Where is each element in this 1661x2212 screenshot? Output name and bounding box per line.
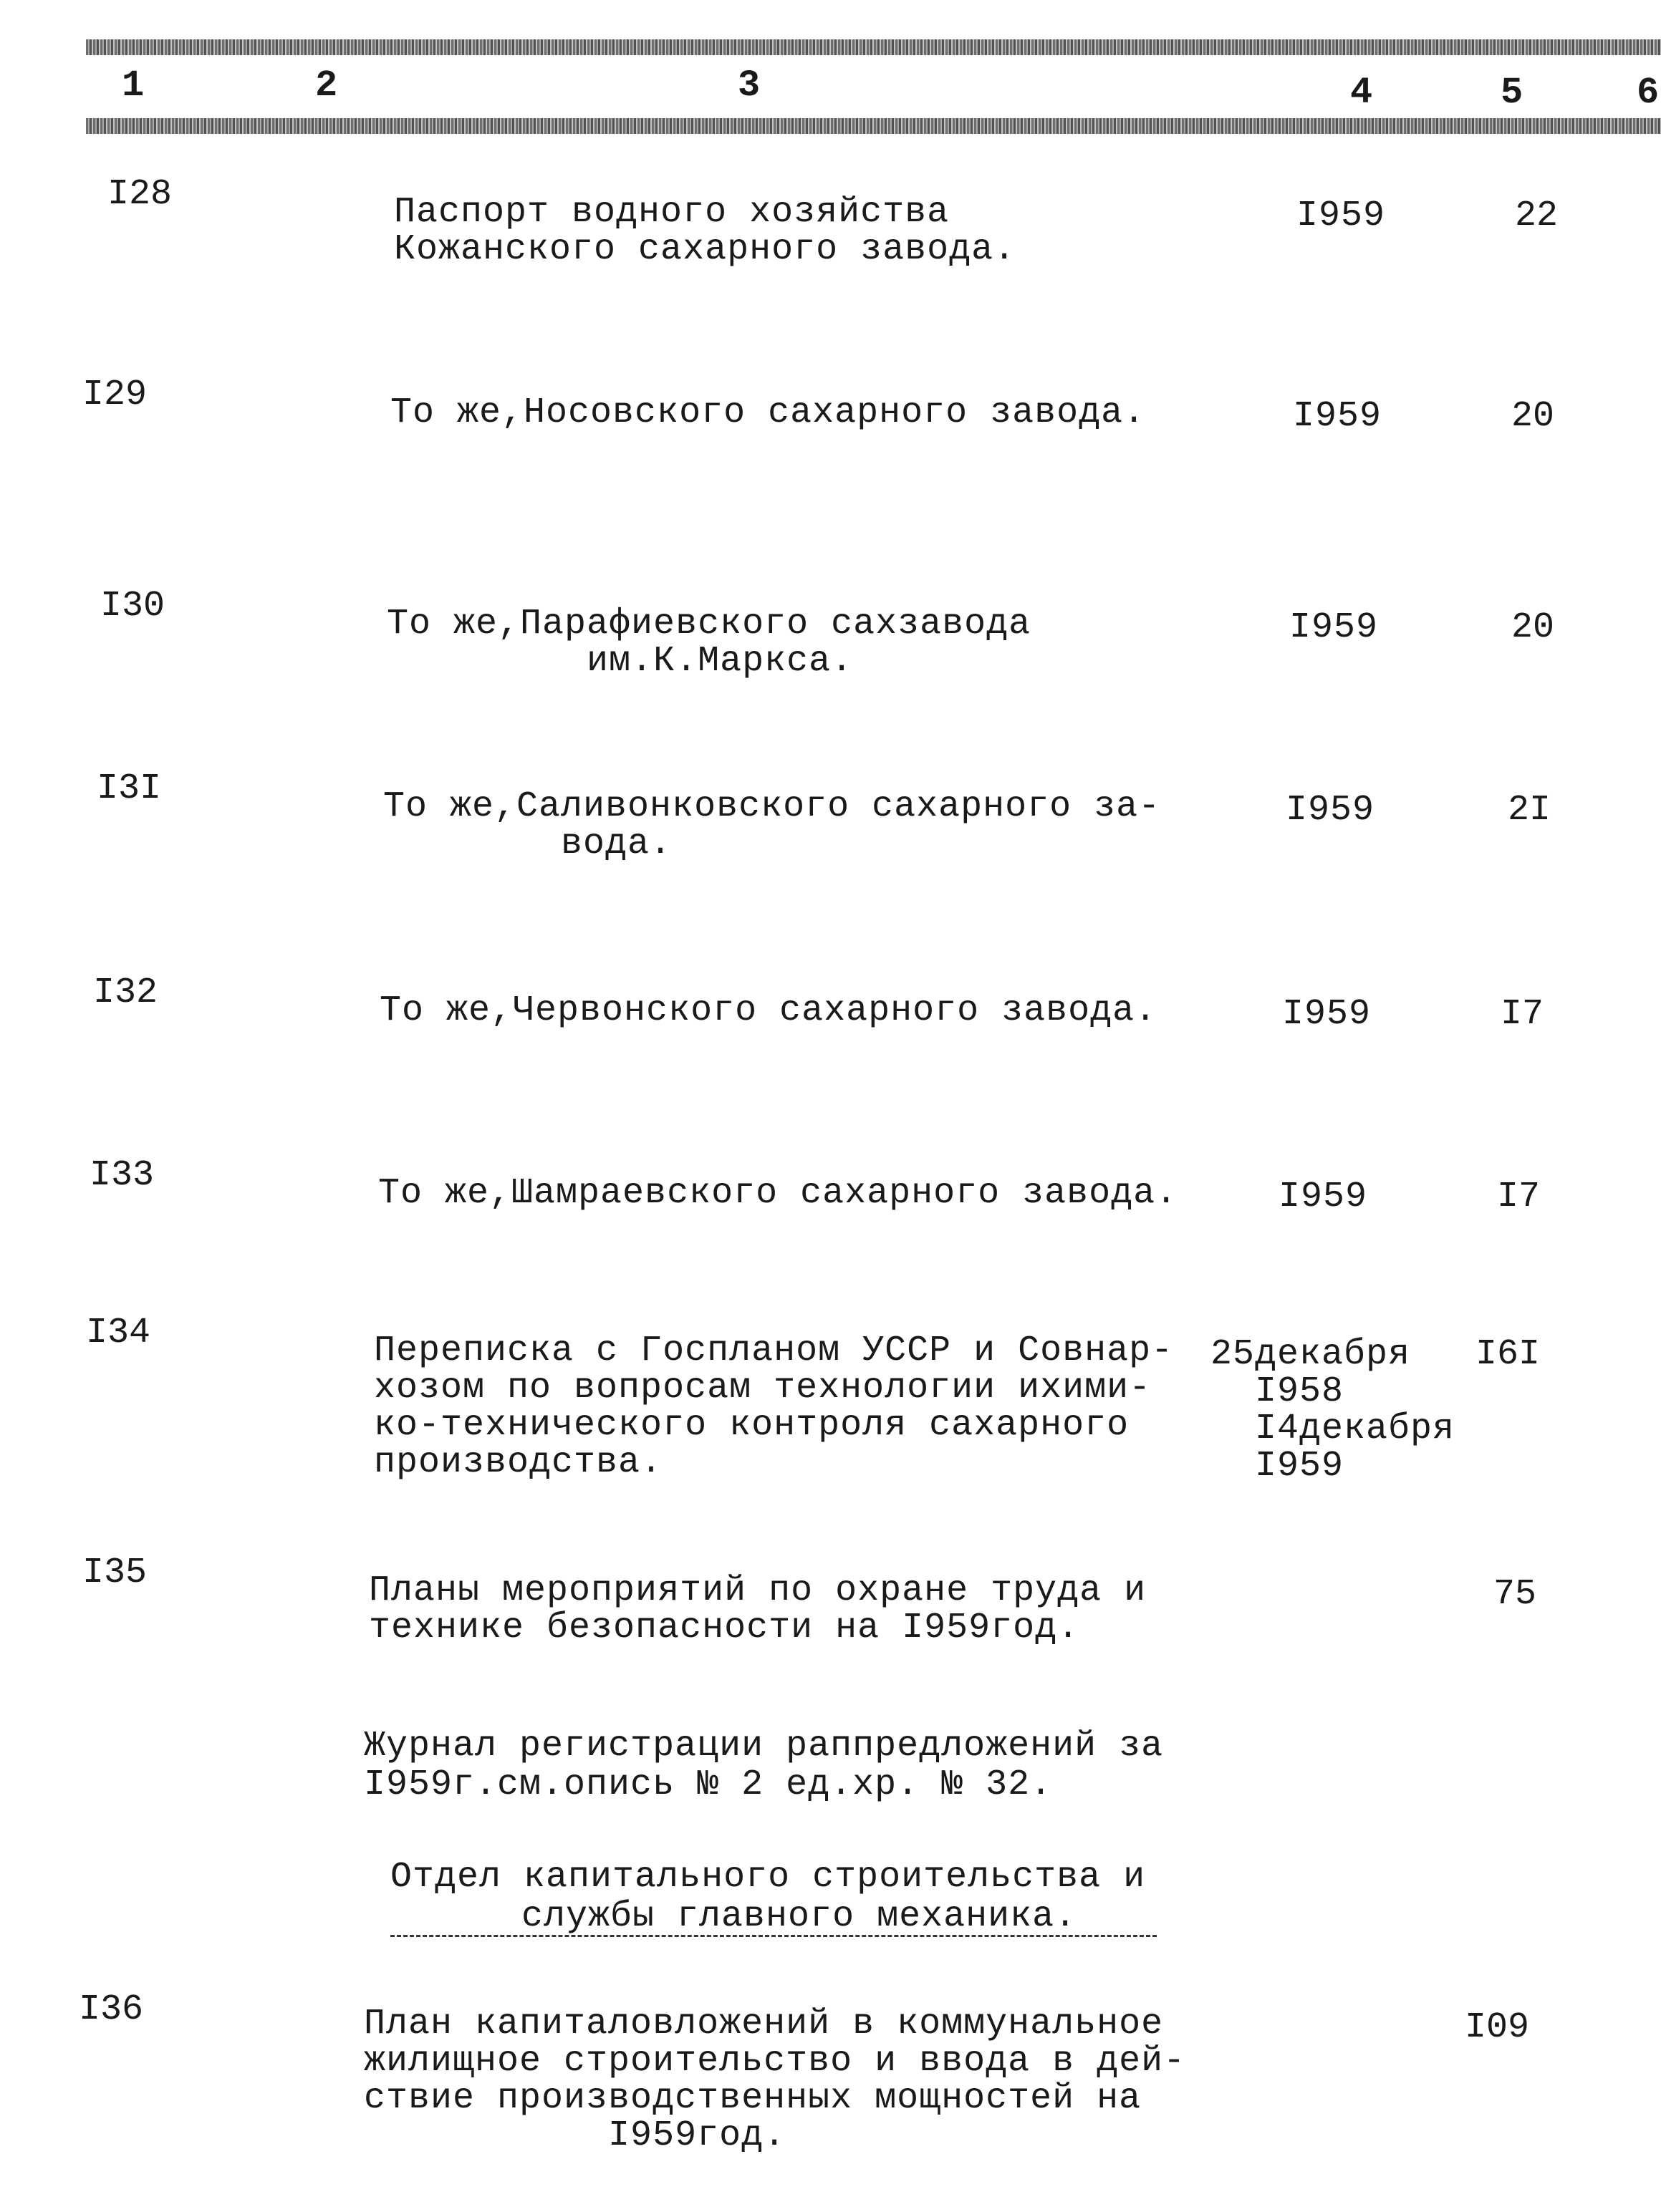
row-number: I35: [82, 1552, 148, 1593]
header-rule-bottom: [86, 118, 1661, 134]
row-title-line: То же,Саливонковского сахарного за-: [383, 786, 1161, 827]
row-title-line: производства.: [374, 1442, 663, 1483]
row-number: I30: [100, 586, 165, 627]
note-line: I959г.см.опись № 2 ед.хр. № 32.: [364, 1764, 1053, 1805]
col-header-3: 3: [738, 64, 761, 107]
row-title-line: Паспорт водного хозяйства: [394, 192, 950, 233]
row-number: I32: [93, 972, 158, 1013]
row-date-line: I959: [1282, 994, 1372, 1035]
row-number: I34: [86, 1313, 151, 1353]
row-number: I36: [79, 1989, 144, 2030]
row-sheets: I09: [1465, 2007, 1530, 2048]
row-title-line: хозом по вопросам технологии ихими-: [374, 1368, 1152, 1409]
row-sheets: I7: [1497, 1177, 1541, 1217]
row-title-line: жилищное строительство и ввода в дей-: [364, 2041, 1186, 2082]
row-date-line: I958: [1210, 1371, 1344, 1412]
row-sheets: 75: [1493, 1574, 1537, 1615]
row-title-line: Кожанского сахарного завода.: [394, 229, 1016, 270]
col-header-5: 5: [1501, 72, 1523, 114]
header-rule-top: [86, 39, 1661, 55]
row-number: I29: [82, 375, 148, 415]
col-header-2: 2: [315, 64, 338, 107]
row-title-line: То же,Носовского сахарного завода.: [390, 392, 1146, 433]
row-date-line: I959: [1293, 396, 1382, 437]
row-sheets: 20: [1511, 396, 1555, 437]
row-title-line: технике безопасности на I959год.: [369, 1608, 1080, 1648]
row-date-line: I959: [1289, 607, 1379, 648]
row-title-line: То же,Червонского сахарного завода.: [380, 990, 1157, 1031]
section-line: службы главного механика.: [521, 1896, 1077, 1937]
row-date-line: I959: [1296, 195, 1386, 236]
row-title-line: ко-технического контроля сахарного: [374, 1405, 1130, 1446]
row-sheets: 22: [1515, 195, 1559, 236]
row-sheets: I7: [1501, 994, 1544, 1035]
section-line: Отдел капитального строительства и: [390, 1857, 1146, 1898]
row-sheets: 2I: [1508, 790, 1551, 831]
row-number: I33: [90, 1155, 155, 1196]
col-header-1: 1: [122, 64, 145, 107]
row-number: I3I: [97, 768, 162, 809]
row-title-line: Переписка с Госпланом УССР и Совнар-: [374, 1330, 1174, 1371]
row-title-line: То же,Парафиевского сахзавода: [387, 604, 1031, 644]
row-date-line: I959: [1210, 1446, 1344, 1487]
row-title-line: им.К.Маркса.: [387, 641, 854, 682]
note-line: Журнал регистрации раппредложений за: [364, 1726, 1164, 1767]
row-title-line: То же,Шамраевского сахарного завода.: [378, 1173, 1178, 1214]
row-date-line: I959: [1286, 790, 1375, 831]
row-sheets: I6I: [1475, 1334, 1541, 1375]
section-underline: [390, 1935, 1157, 1937]
row-title-line: План капиталовложений в коммунальное: [364, 2004, 1164, 2044]
row-date-line: I959: [1279, 1177, 1368, 1217]
col-header-4: 4: [1350, 72, 1373, 114]
row-sheets: 20: [1511, 607, 1555, 648]
row-title-line: I959год.: [364, 2115, 786, 2156]
col-header-6: 6: [1637, 72, 1660, 114]
row-number: I28: [107, 174, 173, 215]
row-title-line: вода.: [383, 824, 673, 864]
row-date-line: I4декабря: [1210, 1409, 1455, 1449]
row-date-line: 25декабря: [1210, 1334, 1411, 1375]
row-title-line: Планы мероприятий по охране труда и: [369, 1570, 1147, 1611]
row-title-line: ствие производственных мощностей на: [364, 2078, 1142, 2119]
